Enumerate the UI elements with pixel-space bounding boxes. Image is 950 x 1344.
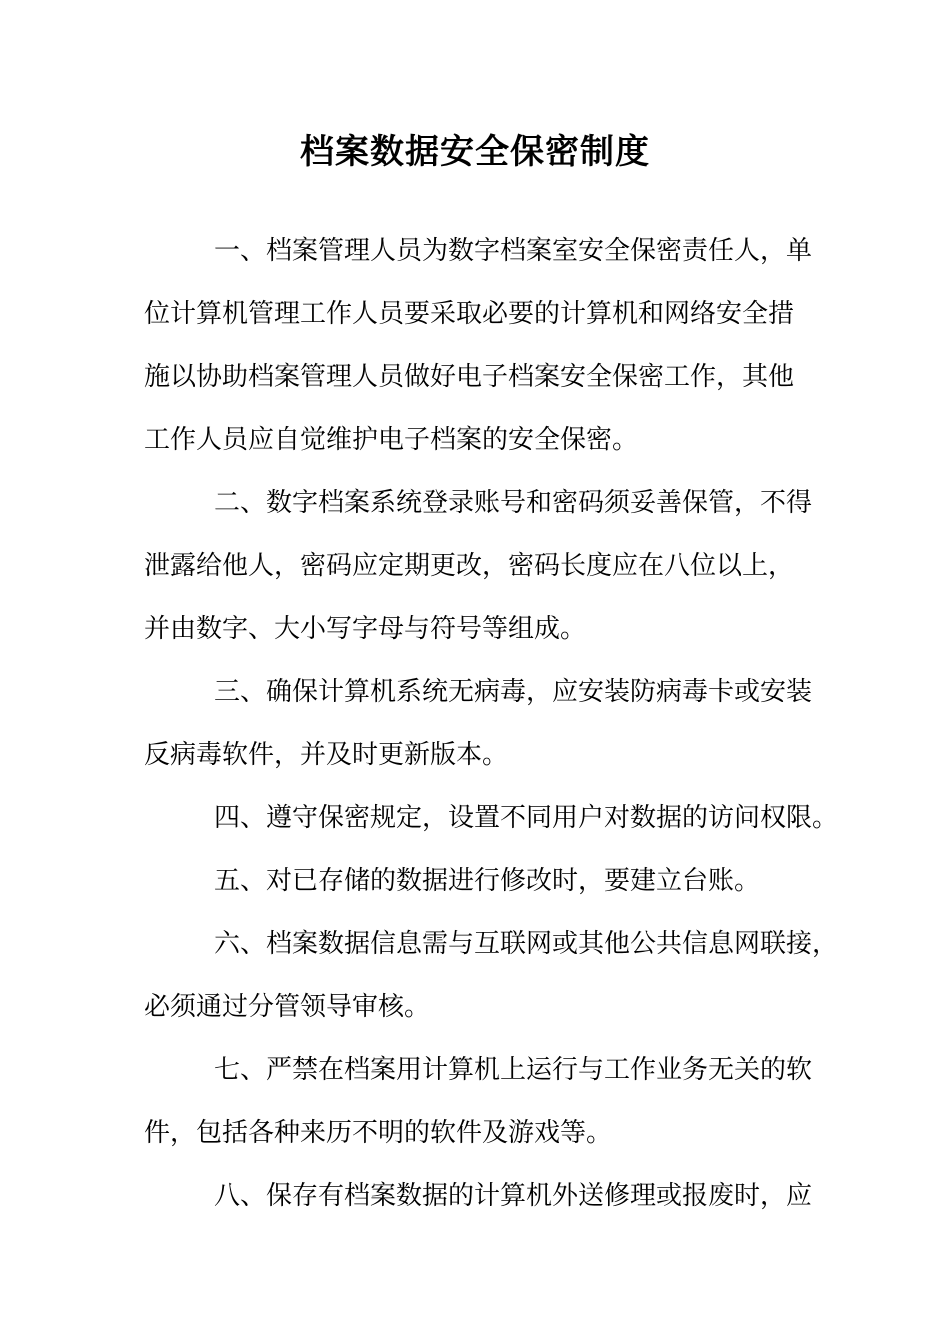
paragraph-line: 施以协助档案管理人员做好电子档案安全保密工作，其他 (144, 362, 795, 392)
paragraph-line: 一、档案管理人员为数字档案室安全保密责任人，单 (214, 236, 813, 266)
paragraph-3 (144, 661, 844, 787)
paragraph-line: 并由数字、大小写字母与符号等组成。 (144, 614, 587, 644)
document-title: 档案数据安全保密制度 (300, 132, 650, 172)
paragraph-2 (144, 472, 844, 661)
paragraph-line: 四、遵守保密规定，设置不同用户对数据的访问权限。 (214, 803, 839, 833)
paragraph-line: 八、保存有档案数据的计算机外送修理或报废时，应 (214, 1181, 813, 1211)
paragraph-5 (144, 850, 844, 913)
paragraph-1 (144, 220, 844, 472)
paragraph-line: 反病毒软件，并及时更新版本。 (144, 740, 509, 770)
paragraph-6 (144, 913, 844, 1039)
paragraph-line: 工作人员应自觉维护电子档案的安全保密。 (144, 425, 639, 455)
paragraph-line: 三、确保计算机系统无病毒，应安装防病毒卡或安装 (214, 677, 813, 707)
paragraph-4 (144, 787, 844, 850)
paragraph-line: 件，包括各种来历不明的软件及游戏等。 (144, 1118, 613, 1148)
document-body (144, 220, 844, 1228)
paragraph-line: 泄露给他人，密码应定期更改，密码长度应在八位以上， (144, 551, 795, 581)
paragraph-line: 六、档案数据信息需与互联网或其他公共信息网联接， (214, 929, 839, 959)
paragraph-line: 必须通过分管领导审核。 (144, 992, 431, 1022)
paragraph-line: 七、严禁在档案用计算机上运行与工作业务无关的软 (214, 1055, 813, 1085)
paragraph-line: 位计算机管理工作人员要采取必要的计算机和网络安全措 (144, 299, 795, 329)
paragraph-7 (144, 1039, 844, 1165)
paragraph-8 (144, 1165, 844, 1228)
paragraph-line: 五、对已存储的数据进行修改时，要建立台账。 (214, 866, 761, 896)
paragraph-line: 二、数字档案系统登录账号和密码须妥善保管，不得 (214, 488, 813, 518)
